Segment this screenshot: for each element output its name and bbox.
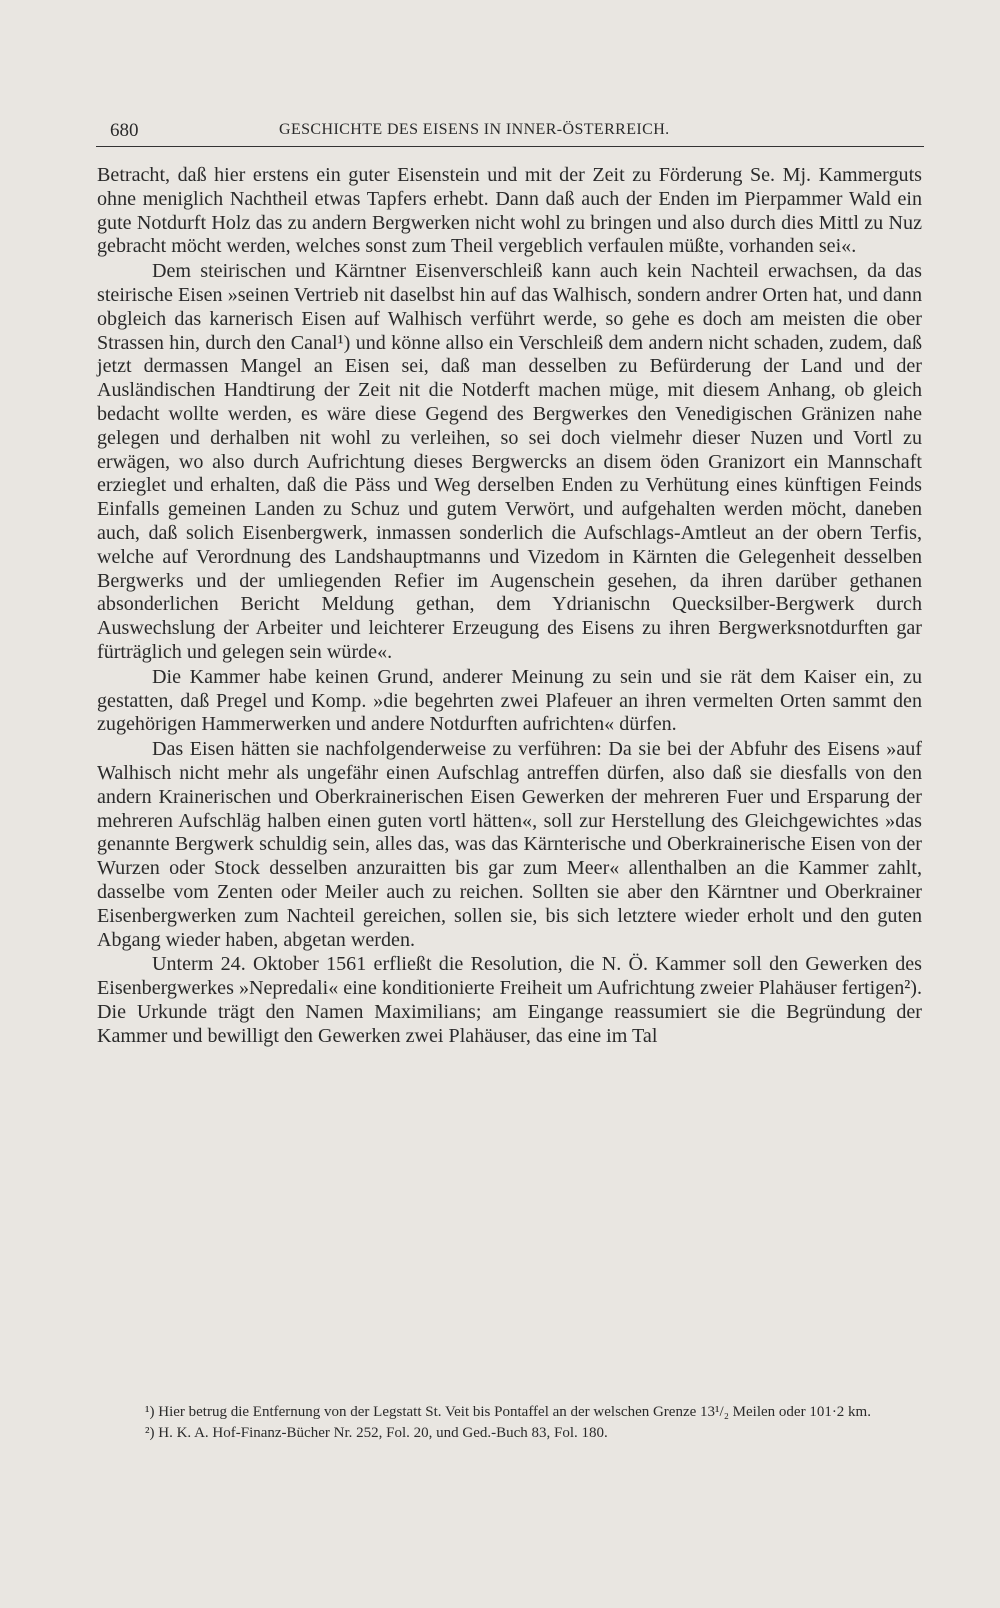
paragraph-1: Betracht, daß hier erstens ein guter Eisenstein und mit der Zeit zu Förderung Se. Mj. Kammerguts ohne meniglich Nachtheil etwas Tapfers erhebt. Dann daß auch der Enden im Pierpammer Wald ein gute Notdurft Holz das zu andern Bergwerken nicht wohl zu bringen und also durch dies Mittl zu Nuz gebracht möcht werden, welches sonst zum Theil vergeblich verfaulen müßte, vorhanden sei«.	[97, 164, 922, 258]
footnotes	[97, 1402, 922, 1444]
paragraph-2: Dem steirischen und Kärntner Eisenverschleiß kann auch kein Nachteil erwachsen, da das steirische Eisen »seinen Vertrieb nit daselbst hin auf das Walhisch, sondern andrer Orten hat, und dann obgleich das karnerisch Eisen auf Walhisch verführt werde, so gehe es doch am meisten die ober Strassen hin, durch den Canal¹) und könne allso ein Verschleiß dem andern nicht schaden, zudem, daß jetzt dermassen Mangel an Eisen sei, daß man desselben zu Befürderung der Land und der Ausländischen Handtirung der Zeit nit die Notderft machen müge, mit diesem Anhang, ob gleich bedacht wollte werden, es wäre diese Gegend des Bergwerkes den Venedigischen Gränizen nahe gelegen und derhalben nit wohl zu verleihen, so sei doch vielmehr dieser Nuzen und Vortl zu erwägen, wo also durch Aufrichtung dieses Bergwercks an disem öden Granizort ein Mannschaft erzieglet und erhalten, daß die Päss und Weg derselben Enden zu Verhütung eines künftigen Feinds Einfalls gemeinen Landen zu Schuz und gutem Verwört, und aufgehalten werden möcht, daneben auch, daß solich Eisenbergwerk, inmassen sonderlich die Aufschlags-Amtleut an der obern Terfis, welche auf Verordnung des Landshauptmanns und Vizedom in Kärnten die Gelegenheit desselben Bergwerks und der umliegenden Refier im Augenschein gesehen, da ihren darüber gethanen absonderlichen Bericht Meldung gethan, dem Ydrianischn Quecksilber-Bergwerk durch Auswechslung der Arbeiter und leichterer Erzeugung des Eisens zu ihren Bergwerksnotdurften gar fürträglich und gelegen sein würde«.	[97, 260, 922, 663]
running-header	[96, 116, 924, 147]
footnote-2: ²) H. K. A. Hof-Finanz-Bücher Nr. 252, Fol. 20, und Ged.-Buch 83, Fol. 180.	[145, 1425, 608, 1441]
running-title: GESCHICHTE DES EISENS IN INNER-ÖSTERREICH.	[279, 121, 670, 138]
paragraph-5: Unterm 24. Oktober 1561 erfließt die Resolution, die N. Ö. Kammer soll den Gewerken des Eisenbergwerkes »Nepredali« eine konditionierte Freiheit um Aufrichtung zweier Plahäuser fertigen²). Die Urkunde trägt den Namen Maximilians; am Eingange reassumiert sie die Begründung der Kammer und bewilligt den Gewerken zwei Plahäuser, das eine im Tal	[97, 953, 922, 1047]
footnote-1: ¹) Hier betrug die Entfernung von der Legstatt St. Veit bis Pontaffel an der welschen Grenze 13¹/₂ Meilen oder 101·2 km.	[145, 1404, 871, 1420]
paragraph-3: Die Kammer habe keinen Grund, anderer Meinung zu sein und sie rät dem Kaiser ein, zu gestatten, daß Pregel und Komp. »die begehrten zwei Plafeuer an ihren vermelten Orten sammt den zugehörigen Hammerwerken und andere Notdurften aufrichten« dürfen.	[97, 665, 922, 736]
page-number: 680	[110, 120, 139, 141]
body-text	[97, 164, 922, 1048]
paragraph-4: Das Eisen hätten sie nachfolgenderweise zu verführen: Da sie bei der Abfuhr des Eisens »auf Walhisch nicht mehr als ungefähr einen Aufschlag antreffen dürfen, also daß sie diesfalls von den andern Krainerischen und Oberkrainerischen Eisen Gewerken der mehreren Fuer und Ersparung der mehreren Aufschläg halben einen guten vortl hätten«, soll zur Herstellung des Gleichgewichtes »das genannte Bergwerk schuldig sein, alles das, was das Kärnterische und Oberkrainerische Eisen von der Wurzen oder Stock desselben anzuraitten bis gar zum Meer« allenthalben an die Kammer zahlt, dasselbe vom Zenten oder Meiler auch zu reichen. Sollten sie aber den Kärntner und Oberkrainer Eisenbergwerken zum Nachteil gereichen, sollen sie, bis sich letztere wieder erholt und den guten Abgang wieder haben, abgetan werden.	[97, 738, 922, 951]
